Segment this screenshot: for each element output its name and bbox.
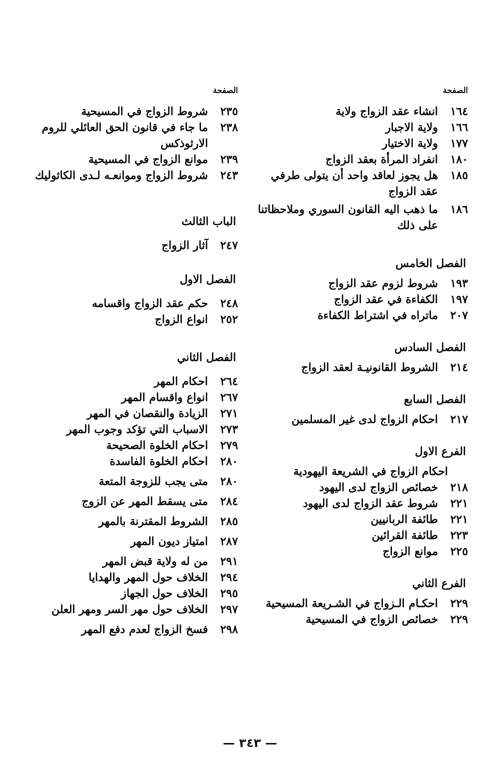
entry-title: طائفة القرائين	[371, 529, 438, 542]
page-number: ٢٢٣	[450, 529, 468, 542]
toc-entry	[28, 406, 238, 422]
toc-entry	[250, 120, 468, 136]
toc-entry	[28, 390, 238, 406]
toc-entry	[28, 438, 238, 454]
page-number: ٢٣٥	[220, 105, 238, 118]
page-number: ٢٩٥	[220, 587, 238, 600]
page-number: ٢٩٤	[220, 571, 238, 584]
page-number: ٢٧١	[220, 407, 238, 420]
entry-title: ما ذهب اليه القانون السوري وملاحظاتنا على ذلك	[257, 203, 438, 232]
section-heading: الفرع الثاني	[412, 577, 466, 590]
entry-title: احكـام الـزواج في الشـريعة المسيحية	[265, 597, 438, 610]
page-number: ١٨٥	[450, 169, 468, 182]
entry-title: من له ولاية قبض المهر	[102, 555, 208, 568]
section-heading: الفصل الخامس	[395, 257, 466, 270]
toc-entry	[28, 554, 238, 570]
toc-left-column	[28, 82, 238, 638]
toc-entry	[28, 104, 238, 120]
toc-entry	[28, 422, 238, 438]
toc-entry	[250, 202, 468, 234]
entry-title: الخلاف حول المهر والهدايا	[88, 571, 208, 584]
page-number: ٢٢٥	[450, 545, 468, 558]
toc-entry	[250, 292, 468, 308]
toc-entry	[250, 308, 468, 324]
toc-entry	[28, 514, 238, 530]
page-number: ٢٩٧	[220, 603, 238, 616]
entry-title: موانع الزواج في المسيحية	[88, 153, 208, 166]
entry-title: احكام الزواج لدى غير المسلمين	[291, 413, 438, 426]
entry-title: شروط الزواج وموانعـه لـدى الكاثوليك	[35, 169, 208, 182]
page-number: ٢٥٢	[220, 313, 238, 326]
entry-title: الاسباب التي تؤكد وجوب المهر	[66, 423, 208, 436]
entry-title: الخلاف حول الجهاز	[121, 587, 208, 600]
page-number: ٢٢٩	[450, 597, 468, 610]
page-column-header: الصفحة	[442, 85, 468, 95]
page-number: ٢٢٩	[450, 613, 468, 626]
toc-entry	[28, 454, 238, 470]
page-number: ٢١٧	[450, 413, 468, 426]
section-heading: الفصل الثاني	[177, 351, 236, 364]
toc-entry	[28, 494, 238, 510]
subsection-title: احكام الزواج في الشريعة اليهودية	[293, 465, 448, 478]
section-heading: الفصل السادس	[394, 341, 466, 354]
toc-entry	[250, 596, 468, 612]
page-number: ٢١٤	[450, 361, 468, 374]
toc-entry	[28, 238, 238, 254]
toc-entry	[250, 612, 468, 628]
page-number: ٢٨٠	[220, 455, 238, 468]
toc-entry	[28, 312, 238, 328]
page-number: ٢٩٨	[220, 623, 238, 636]
toc-entry	[250, 496, 468, 512]
entry-title: انواع واقسام المهر	[121, 391, 208, 404]
toc-right-column	[250, 82, 468, 628]
entry-title: متى يسقط المهر عن الزوج	[81, 495, 208, 508]
entry-title: انفراد المرأة بعقد الزواج	[325, 153, 438, 166]
entry-title: انشاء عقد الزواج ولاية	[335, 105, 438, 118]
entry-title: حكم عقد الزواج واقسامه	[91, 297, 208, 310]
entry-title: خصائص الزواج لدى اليهود	[319, 481, 438, 494]
page-number: ١٩٧	[450, 293, 468, 306]
toc-entry	[28, 374, 238, 390]
entry-title: طائفة الربانيين	[370, 513, 438, 526]
page-number: ٢٦٧	[220, 391, 238, 404]
page-number: ١٨٦	[450, 203, 468, 216]
page-number: ٢٨٥	[220, 515, 238, 528]
page-number: ١٨٠	[450, 153, 468, 166]
page-number: ٢٧٩	[220, 439, 238, 452]
page-number: ٢٨٤	[220, 495, 238, 508]
entry-title: الشروط القانونيـة لعقد الزواج	[301, 361, 438, 374]
toc-entry	[28, 120, 238, 152]
entry-title: شروط الزواج في المسيحية	[81, 105, 208, 118]
page-column-header: الصفحة	[212, 85, 238, 95]
entry-title: آثار الزواج	[161, 239, 208, 252]
toc-entry	[250, 360, 468, 376]
page-number: ١٦٤	[450, 105, 468, 118]
page-number: ٢٠٧	[450, 309, 468, 322]
page-number: ٢٤٧	[220, 239, 238, 252]
toc-entry	[250, 544, 468, 560]
page-number: ١٦٦	[450, 121, 468, 134]
page-number: ٢١٨	[450, 481, 468, 494]
entry-title: شروط عقد الزواج لدى اليهود	[302, 497, 438, 510]
page-number-footer: — ٣٤٣ —	[222, 736, 278, 750]
entry-title: موانع الزواج	[382, 545, 438, 558]
toc-entry	[28, 622, 238, 638]
entry-title: احكام الخلوة الفاسدة	[109, 455, 208, 468]
entry-title: خصائص الزواج في المسيحية	[305, 613, 438, 626]
toc-entry	[28, 586, 238, 602]
toc-entry	[250, 136, 468, 152]
toc-entry	[250, 528, 468, 544]
entry-title: شروط لزوم عقد الزواج	[328, 277, 438, 290]
toc-entry	[250, 512, 468, 528]
toc-entry	[28, 152, 238, 168]
entry-title: الشروط المقترنة بالمهر	[98, 515, 208, 528]
toc-entry	[28, 296, 238, 312]
entry-title: هل يجوز لعاقد واحد أن يتولى طرفي عقد الزواج	[270, 169, 438, 198]
entry-title: احكام المهر	[154, 375, 208, 388]
page-number: ١٧٧	[450, 137, 468, 150]
page-number: ٢٧٣	[220, 423, 238, 436]
entry-title: الخلاف حول مهر السر ومهر العلن	[51, 603, 208, 616]
toc-entry	[250, 104, 468, 120]
page-number: ٢٣٨	[220, 121, 238, 134]
page-number: ٢٦٤	[220, 375, 238, 388]
toc-entry	[28, 570, 238, 586]
toc-entry	[28, 168, 238, 184]
toc-entry	[28, 534, 238, 550]
toc-entry	[250, 168, 468, 200]
page-number: ٢٤٣	[220, 169, 238, 182]
entry-title: ماتراه في اشتراط الكفاءة	[317, 309, 438, 322]
page-number: ١٩٣	[450, 277, 468, 290]
entry-title: ولاية الاختيار	[382, 137, 438, 150]
toc-entry	[250, 412, 468, 428]
entry-title: انواع الزواج	[154, 313, 208, 326]
toc-entry	[250, 480, 468, 496]
toc-entry	[250, 276, 468, 292]
entry-title: الزيادة والنقصان في المهر	[87, 407, 208, 420]
page-number: ٢٢١	[450, 497, 468, 510]
page-number: ٢٣٩	[220, 153, 238, 166]
section-heading: الفصل الاول	[179, 273, 236, 286]
page-number: ٢٨٠	[220, 475, 238, 488]
entry-title: ما جاء في قانون الحق العائلي للروم الارثوذكس	[41, 121, 208, 150]
toc-entry	[250, 152, 468, 168]
page-number: ٢٢١	[450, 513, 468, 526]
page-number: ٢٨٧	[220, 535, 238, 548]
entry-title: الكفاءة في عقد الزواج	[333, 293, 438, 306]
entry-title: ولاية الاجبار	[385, 121, 438, 134]
entry-title: امتياز ديون المهر	[130, 535, 208, 548]
toc-entry	[28, 602, 238, 618]
entry-title: فسخ الزواج لعدم دفع المهر	[81, 623, 208, 636]
page-number: ٢٤٨	[220, 297, 238, 310]
section-heading: الفرع الاول	[414, 445, 466, 458]
entry-title: متى يجب للزوجة المتعة	[98, 475, 208, 488]
section-heading: الفصل السابع	[403, 393, 466, 406]
page-number: ٢٩١	[220, 555, 238, 568]
toc-entry	[28, 474, 238, 490]
entry-title: احكام الخلوة الصحيحة	[106, 439, 208, 452]
section-heading: الباب الثالث	[181, 215, 236, 228]
